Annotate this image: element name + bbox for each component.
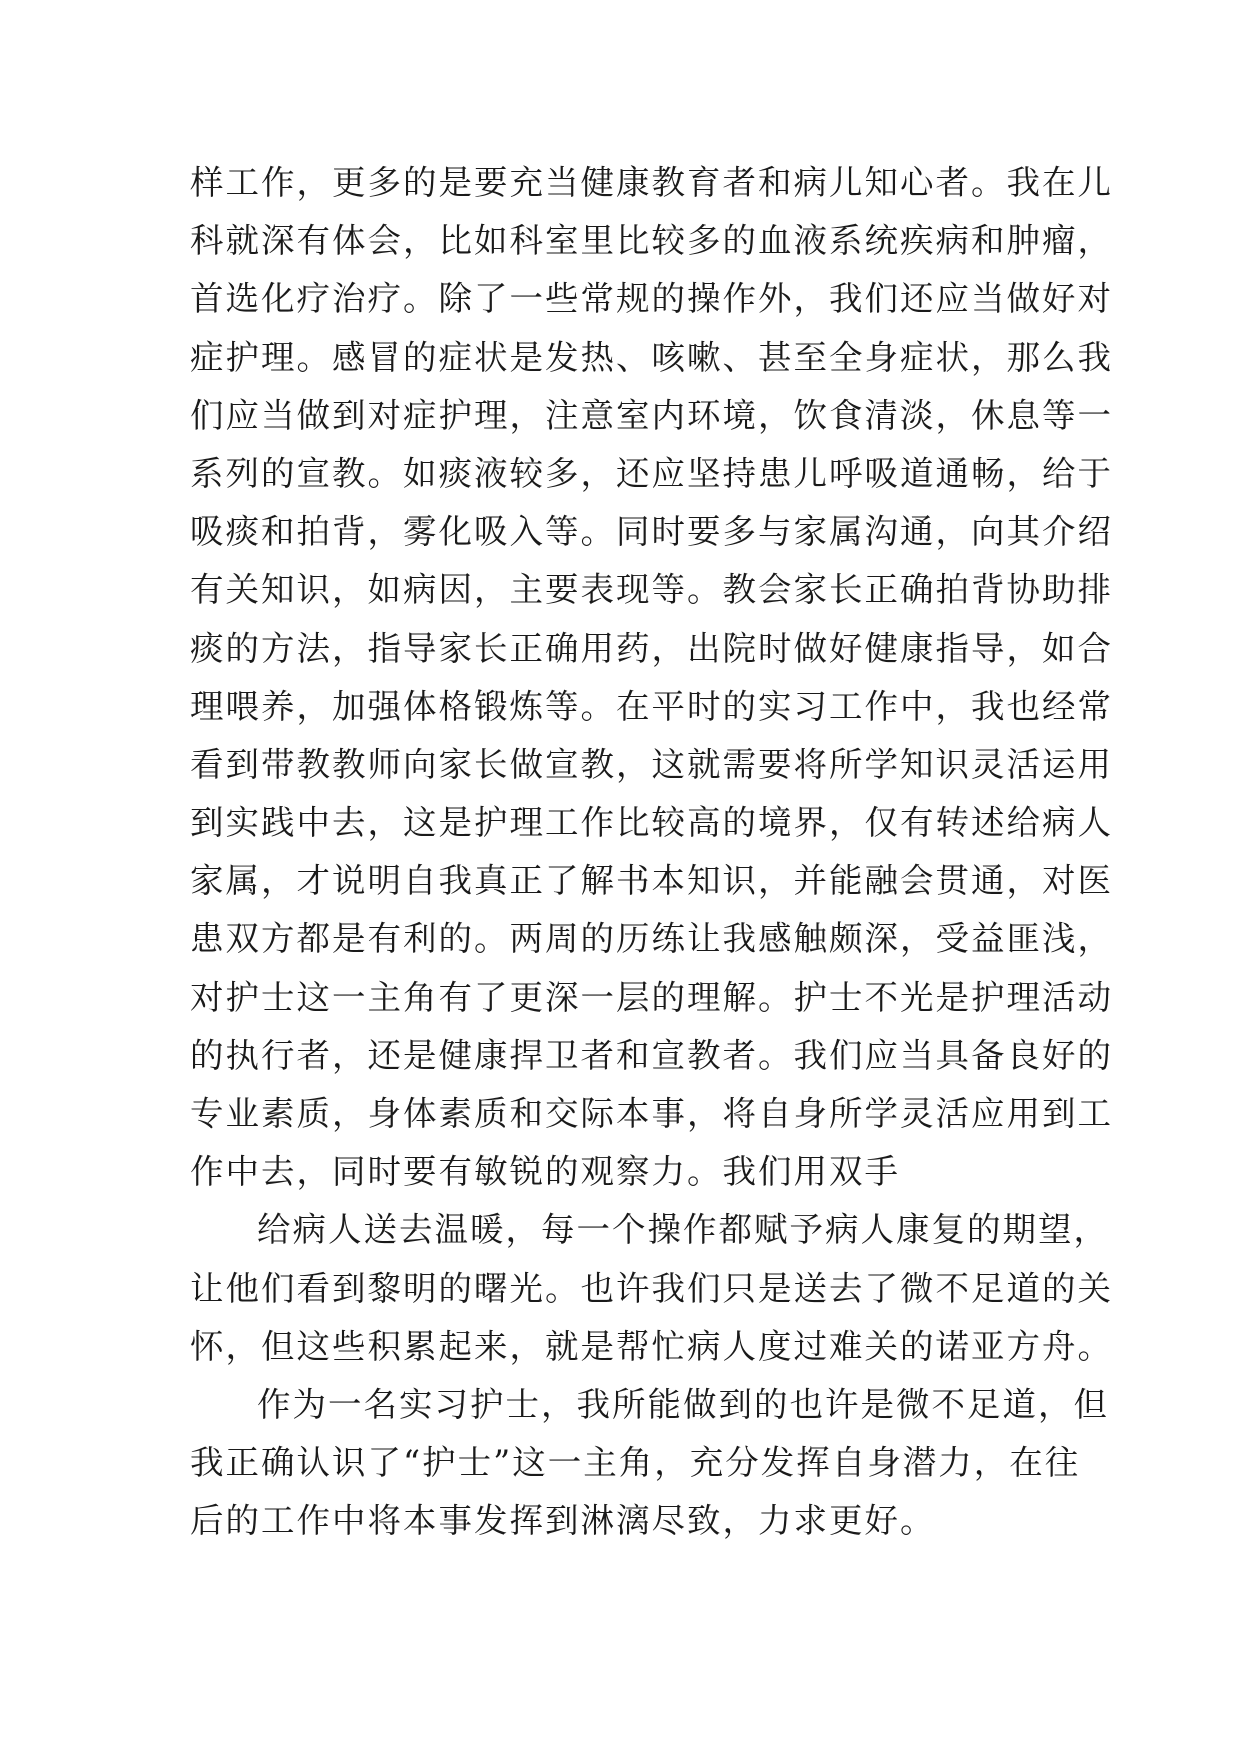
paragraph-line: 怀，但这些积累起来，就是帮忙病人度过难关的诺亚方舟。 [190,1326,1113,1366]
document-body [190,154,1113,1551]
paragraph-line: 的执行者，还是健康捍卫者和宣教者。我们应当具备良好的 [190,1035,1113,1075]
paragraph-line: 到实践中去，这是护理工作比较高的境界，仅有转述给病人 [190,803,1113,843]
paragraph-line: 对护士这一主角有了更深一层的理解。护士不光是护理活动 [190,977,1113,1017]
paragraph-line: 有关知识，如病因，主要表现等。教会家长正确拍背协助排 [190,570,1113,610]
paragraph-line: 科就深有体会，比如科室里比较多的血液系统疾病和肿瘤， [190,221,1113,261]
paragraph-line: 系列的宣教。如痰液较多，还应坚持患儿呼吸道通畅，给于 [190,453,1113,493]
paragraph-1 [190,154,1113,1201]
paragraph-line: 作中去，同时要有敏锐的观察力。我们用双手 [190,1152,900,1192]
paragraph-line: 理喂养，加强体格锻炼等。在平时的实习工作中，我也经常 [190,686,1113,726]
paragraph-line: 首选化疗治疗。除了一些常规的操作外，我们还应当做好对 [190,279,1113,319]
paragraph-line: 吸痰和拍背，雾化吸入等。同时要多与家属沟通，向其介绍 [190,512,1113,552]
paragraph-line: 痰的方法，指导家长正确用药，出院时做好健康指导，如合 [190,628,1113,668]
paragraph-line: 作为一名实习护士，我所能做到的也许是微不足道，但 [257,1384,1109,1424]
paragraph-line: 们应当做到对症护理，注意室内环境，饮食清淡，休息等一 [190,395,1113,435]
paragraph-line: 样工作，更多的是要充当健康教育者和病儿知心者。我在儿 [190,163,1113,202]
paragraph-3 [190,1376,1109,1551]
paragraph-line: 让他们看到黎明的曙光。也许我们只是送去了微不足道的关 [190,1268,1113,1308]
paragraph-line: 看到带教教师向家长做宣教，这就需要将所学知识灵活运用 [190,744,1113,784]
paragraph-line: 后的工作中将本事发挥到淋漓尽致，力求更好。 [190,1501,936,1541]
paragraph-line: 症护理。感冒的症状是发热、咳嗽、甚至全身症状，那么我 [190,337,1113,377]
paragraph-line: 患双方都是有利的。两周的历练让我感触颇深，受益匪浅， [190,919,1113,959]
paragraph-line: 我正确认识了“护士”这一主角，充分发挥自身潜力，在往 [190,1443,1081,1483]
paragraph-line: 专业素质，身体素质和交际本事，将自身所学灵活应用到工 [190,1094,1113,1133]
paragraph-line: 家属，才说明自我真正了解书本知识，并能融会贯通，对医 [190,861,1113,901]
paragraph-2 [190,1201,1113,1376]
paragraph-line: 给病人送去温暖，每一个操作都赋予病人康复的期望， [257,1210,1109,1250]
